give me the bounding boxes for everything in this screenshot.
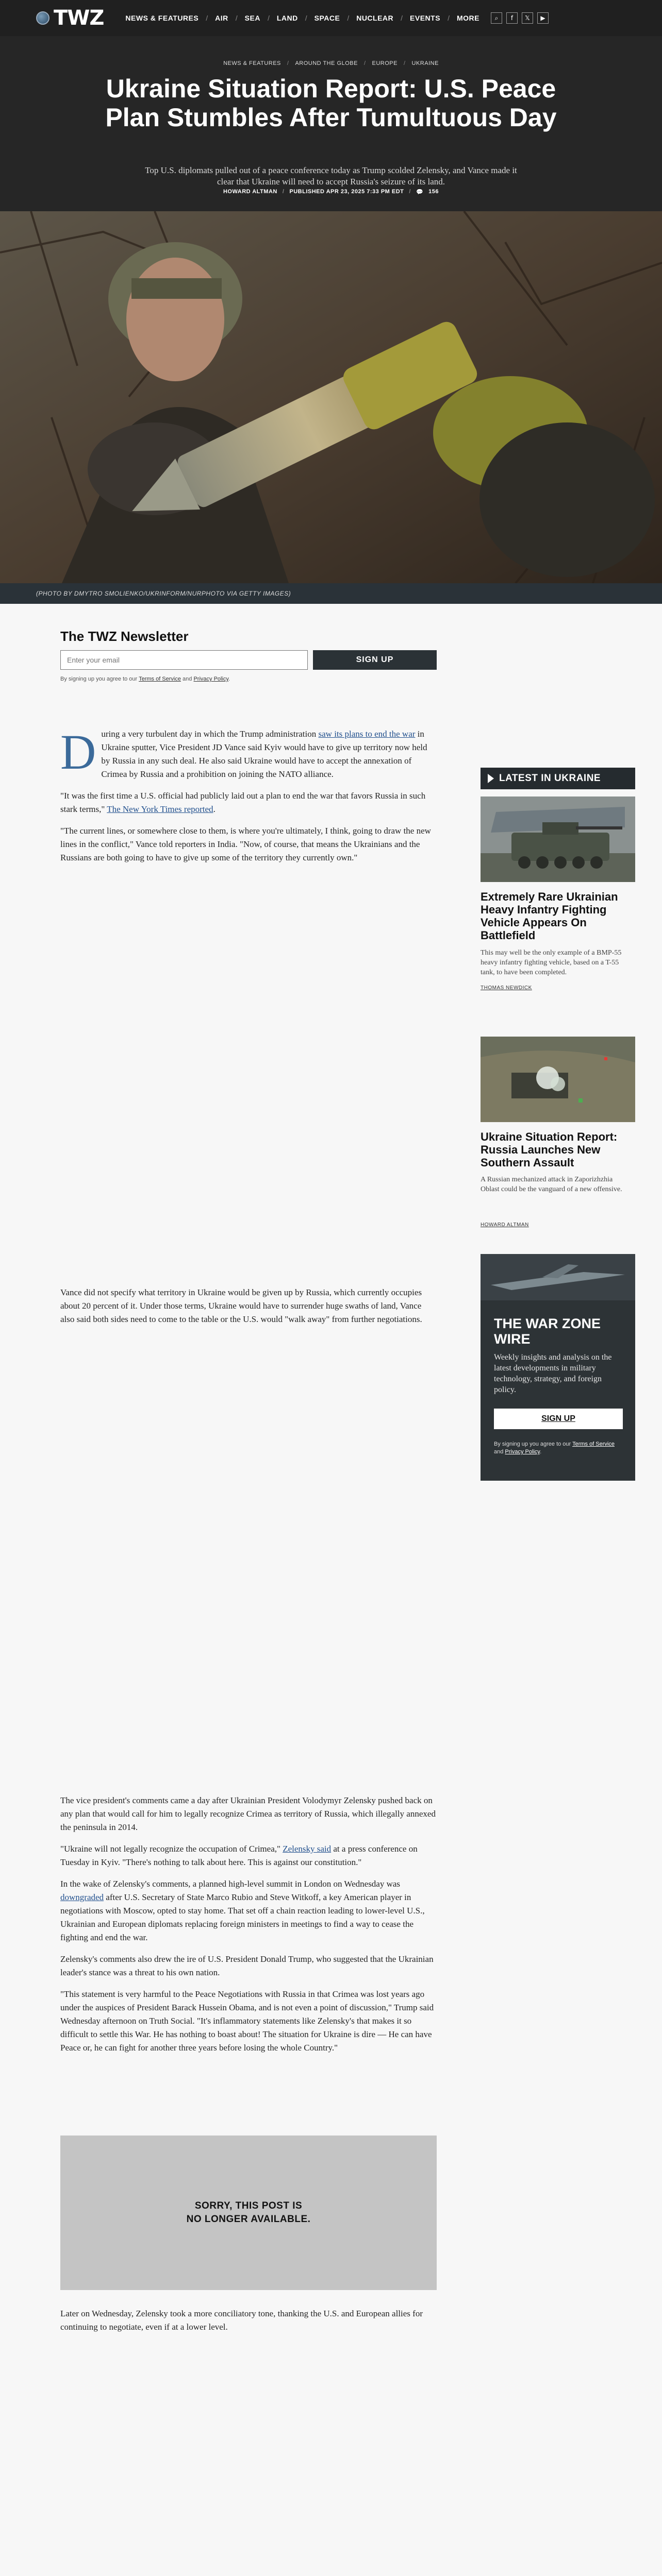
logo-text: TWZ xyxy=(54,6,104,30)
article-body-1 xyxy=(60,724,437,873)
publish-date: PUBLISHED APR 23, 2025 7:33 PM EDT xyxy=(289,189,404,195)
nav-separator: / xyxy=(347,14,350,22)
rail-item-image[interactable] xyxy=(481,796,635,882)
text: "Ukraine will not legally recognize the occupation of Crimea," xyxy=(60,1844,283,1854)
article-hero xyxy=(0,36,662,211)
drop-cap: D xyxy=(60,724,96,779)
breadcrumb-europe[interactable]: EUROPE xyxy=(372,60,398,66)
inline-link[interactable]: Zelensky said xyxy=(283,1844,332,1854)
text: "It was the first time a U.S. official had publicly laid out a plan to end the war that favors Russia in such stark terms," xyxy=(60,791,426,814)
text: after U.S. Secretary of State Marco Rubio and Steve Witkoff, a key American player in negotiations with Moscow, opted to stay home. That set off a chain reaction leading to lower-level U.S., Ukrainian and European diplomats replacing foreign ministers in meetings to find a way to cease the fighting and end the war. xyxy=(60,1892,425,1942)
newsletter-email-input[interactable] xyxy=(60,650,308,670)
rail-newsletter-terms xyxy=(494,1440,623,1456)
paragraph: "The current lines, or somewhere close to them, is where you're ultimately, I think, going to draw the new lines in the conflict," Vance told reporters in India. "Now, of course, that means the Ukrainians and the Russians are both going to have to give up some of the territory they currently own." xyxy=(60,826,431,862)
rail-item-desc: This may well be the only example of a BMP-55 heavy infantry fighting vehicle, based on a T-55 tank, to have been completed. xyxy=(481,949,622,976)
breadcrumb xyxy=(0,60,662,66)
breadcrumb-separator: / xyxy=(287,60,289,66)
rail-item-author[interactable]: THOMAS NEWDICK xyxy=(481,985,532,991)
breadcrumb-ukraine[interactable]: UKRAINE xyxy=(411,60,439,66)
nav-air[interactable]: AIR xyxy=(215,14,228,22)
paragraph: Vance did not specify what territory in Ukraine would be given up by Russia, which currently occupies about 20 percent of it. Under those terms, Ukraine would have to surrender huge swaths of land, Vance also said both sides need to come to the table or the U.S. would "walk away" from further negotiations. xyxy=(60,1287,422,1324)
site-logo[interactable] xyxy=(36,6,104,30)
search-icon[interactable]: ⌕ xyxy=(491,12,502,24)
terms-text: By signing up you agree to our xyxy=(494,1441,573,1447)
nav-events[interactable]: EVENTS xyxy=(410,14,441,22)
nav-separator: / xyxy=(448,14,450,22)
armored-vehicle-image xyxy=(481,796,635,882)
privacy-policy-link[interactable]: Privacy Policy xyxy=(505,1449,540,1455)
rail-newsletter-title-line: THE WAR ZONE xyxy=(494,1316,601,1331)
nav-separator: / xyxy=(267,14,270,22)
nav-separator: / xyxy=(206,14,208,22)
battlefield-drone-image xyxy=(481,1037,635,1122)
terms-text: and xyxy=(181,676,194,682)
rail-header xyxy=(481,768,635,789)
terms-of-service-link[interactable]: Terms of Service xyxy=(139,676,181,682)
article-dek: Top U.S. diplomats pulled out of a peace conference today as Trump scolded Zelensky, and Vance made it clear that Ukraine will need to accept Russia's seizure of its land. xyxy=(145,165,517,187)
removed-notice-line: SORRY, THIS POST IS xyxy=(194,2200,303,2211)
nav-space[interactable]: SPACE xyxy=(314,14,340,22)
soldier-with-shell-photo xyxy=(0,211,662,583)
rail-item-author[interactable]: HOWARD ALTMAN xyxy=(481,1222,529,1228)
hero-image xyxy=(0,211,662,583)
article-body-2 xyxy=(60,1286,437,1334)
inline-link[interactable]: The New York Times reported xyxy=(107,804,213,814)
rail-item-title[interactable]: Extremely Rare Ukrainian Heavy Infantry Fighting Vehicle Appears On Battlefield xyxy=(481,890,618,942)
text: at a press conference on Tuesday in Kyiv. "There's nothing to talk about here. This is against our constitution." xyxy=(60,1844,418,1867)
breadcrumb-around-the-globe[interactable]: AROUND THE GLOBE xyxy=(295,60,358,66)
nav-sea[interactable]: SEA xyxy=(244,14,260,22)
nav-more[interactable]: MORE xyxy=(456,14,479,22)
comment-count[interactable]: 156 xyxy=(428,189,439,195)
terms-text: . xyxy=(228,676,230,682)
article-body-3 xyxy=(60,1794,437,2063)
paragraph xyxy=(60,724,437,781)
main-nav xyxy=(125,14,479,22)
removed-embed-placeholder xyxy=(60,2136,437,2290)
rail-newsletter-signup-button[interactable]: SIGN UP xyxy=(494,1409,623,1429)
nav-land[interactable]: LAND xyxy=(276,14,298,22)
paragraph xyxy=(60,1842,437,1869)
terms-text: . xyxy=(540,1449,542,1455)
site-header xyxy=(0,0,662,36)
terms-text: By signing up you agree to our xyxy=(60,676,139,682)
arrow-right-icon xyxy=(488,774,494,783)
facebook-icon[interactable]: f xyxy=(506,12,518,24)
inline-link[interactable]: downgraded xyxy=(60,1892,104,1902)
breadcrumb-separator: / xyxy=(363,60,366,66)
paragraph: Zelensky's comments also drew the ire of U.S. President Donald Trump, who suggested that the Ukrainian leader's stance was a threat to his own nation. xyxy=(60,1954,434,1977)
nav-separator: / xyxy=(235,14,238,22)
paragraph xyxy=(60,789,437,816)
aircraft-banner-image xyxy=(481,1254,635,1300)
comment-icon[interactable]: 💬 xyxy=(416,189,424,195)
article-title: Ukraine Situation Report: U.S. Peace Plan Stumbles After Tumultuous Day xyxy=(105,74,557,132)
rail-header-label: LATEST IN UKRAINE xyxy=(499,773,601,784)
rail-item-image[interactable] xyxy=(481,1037,635,1122)
byline-separator: / xyxy=(409,189,411,195)
nav-separator: / xyxy=(305,14,307,22)
rail-item-title[interactable]: Ukraine Situation Report: Russia Launches New Southern Assault xyxy=(481,1130,618,1169)
rail-newsletter-title xyxy=(494,1316,601,1347)
paragraph: Later on Wednesday, Zelensky took a more conciliatory tone, thanking the U.S. and European allies for continuing to negotiate, even if at a lower level. xyxy=(60,2309,423,2332)
terms-text: and xyxy=(494,1449,505,1455)
nav-separator: / xyxy=(401,14,403,22)
war-zone-wire-newsletter xyxy=(481,1254,635,1481)
byline-separator: / xyxy=(282,189,285,195)
inline-link[interactable]: saw its plans to end the war xyxy=(318,729,416,739)
paragraph xyxy=(60,1877,437,1944)
rail-newsletter-title-line: WIRE xyxy=(494,1331,531,1347)
byline xyxy=(0,189,662,195)
privacy-policy-link[interactable]: Privacy Policy xyxy=(193,676,229,682)
social-icons xyxy=(491,12,549,24)
text: . xyxy=(213,804,216,814)
paragraph: "This statement is very harmful to the Peace Negotiations with Russia in that Crimea was lost years ago under the auspices of President Barack Hussein Obama, and is not even a point of discussion," Trump said Wednesday afternoon on Truth Social. "It's inflammatory statements like Zelensky's that makes it so difficult to settle this War. He has nothing to boast about! The situation for Ukraine is dire — He can have Peace or, he can fight for another three years before losing the whole Country." xyxy=(60,1989,434,2053)
youtube-icon[interactable]: ▶ xyxy=(537,12,549,24)
breadcrumb-news-features[interactable]: NEWS & FEATURES xyxy=(223,60,281,66)
newsletter-terms xyxy=(60,676,230,682)
text: uring a very turbulent day in which the Trump administration xyxy=(101,729,319,739)
article-body-4 xyxy=(60,2307,437,2342)
globe-icon xyxy=(36,11,49,25)
photo-caption-bar xyxy=(0,583,662,604)
rail-newsletter-desc: Weekly insights and analysis on the latest developments in military technology, strategy, and foreign policy. xyxy=(494,1353,612,1394)
author-link[interactable]: HOWARD ALTMAN xyxy=(223,189,277,195)
text: In the wake of Zelensky's comments, a planned high-level summit in London on Wednesday was xyxy=(60,1879,401,1889)
newsletter-signup-button[interactable]: SIGN UP xyxy=(313,650,437,670)
text: in Ukraine sputter, Vice President JD Vance said Kyiv would have to give up territory now held by Russia in any such deal. He also said Ukraine would have to accept the annexation of Crimea by Russia and a prohibition on joining the NATO alliance. xyxy=(101,729,427,779)
photo-caption: (PHOTO BY DMYTRO SMOLIENKO/UKRINFORM/NURPHOTO VIA GETTY IMAGES) xyxy=(36,590,291,597)
breadcrumb-separator: / xyxy=(403,60,406,66)
removed-notice-line: NO LONGER AVAILABLE. xyxy=(186,2214,311,2225)
nav-news-features[interactable]: NEWS & FEATURES xyxy=(125,14,199,22)
newsletter-title: The TWZ Newsletter xyxy=(60,629,189,644)
x-icon[interactable]: 𝕏 xyxy=(522,12,533,24)
rail-item-desc: A Russian mechanized attack in Zaporizhzhia Oblast could be the vanguard of a new offensive. xyxy=(481,1176,622,1193)
nav-nuclear[interactable]: NUCLEAR xyxy=(356,14,394,22)
terms-of-service-link[interactable]: Terms of Service xyxy=(572,1441,615,1447)
paragraph: The vice president's comments came a day after Ukrainian President Volodymyr Zelensky pushed back on any plan that would call for him to legally recognize Crimea as territory of Russia, which illegally annexed the peninsula in 2014. xyxy=(60,1795,436,1832)
